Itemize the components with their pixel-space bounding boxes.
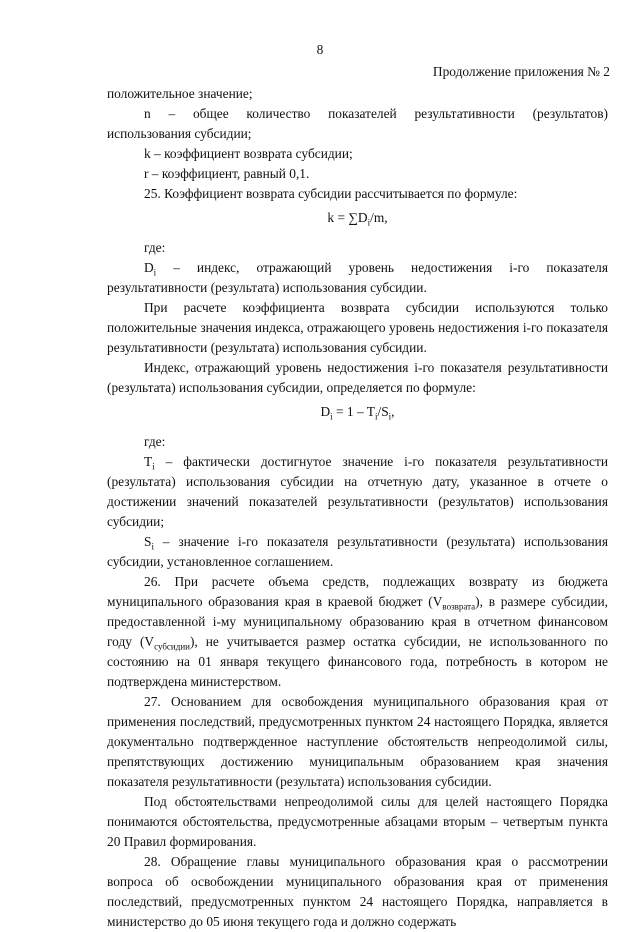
paragraph-26	[107, 572, 608, 692]
formula-k	[107, 208, 608, 228]
paragraph: n – общее количество показателей результативности (результатов) использования субсидии;	[107, 106, 608, 141]
formula-d	[107, 402, 608, 422]
paragraph: где:	[144, 434, 166, 449]
formula-d-mid: = 1 – T	[332, 404, 375, 419]
formula-d-sub2: i	[374, 411, 378, 422]
p26-b: ), в размере субсидии, предоставленной i-му муниципальному образованию края в отчетном финансовом году (V	[107, 594, 609, 649]
paragraph: 28. Обращение главы муниципального образования края о рассмотрении вопроса об освобождении муниципального образования края от применения последствий, предусмотренных пунктом 24 настоящего Порядка, направляется в министерство до 05 июня текущего года и должно содержать	[107, 854, 608, 929]
paragraph-di	[107, 258, 608, 298]
formula-k-sub: i	[367, 217, 371, 228]
formula-k-rhs: /m,	[370, 210, 388, 225]
paragraph: k – коэффициент возврата субсидии;	[144, 146, 353, 161]
page-number: 8	[316, 42, 324, 57]
p26-sub2: субсидии	[154, 641, 190, 652]
paragraph-ti-text: – фактически достигнутое значение i-го показателя результативности (результата) использования субсидии на отчетную дату, указанное в отчете о достижении значений показателей результативности (результатов) использования субсидии;	[107, 454, 608, 529]
paragraph: При расчете коэффициента возврата субсидии используются только положительные значения индекса, отражающего уровень недостижения i-го показателя результативности (результата) использования субсидии.	[107, 300, 608, 355]
symbol-s: S	[144, 534, 152, 549]
formula-d-mid2: /S	[377, 404, 389, 419]
symbol-sub: i	[153, 267, 157, 278]
formula-d-sub3: i	[388, 411, 392, 422]
paragraph: 25. Коэффициент возврата субсидии рассчитывается по формуле:	[144, 186, 518, 201]
paragraph: Под обстоятельствами непреодолимой силы для целей настоящего Порядка понимаются обстоятельства, предусмотренные абзацами вторым – четвертым пункта 20 Правил формирования.	[107, 794, 608, 849]
formula-d-end: ,	[391, 404, 395, 419]
p26-sub1: возврата	[442, 601, 476, 612]
p26-a: 26. При расчете объема средств, подлежащих возврату из бюджета муниципального образования края в краевой бюджет (V	[107, 574, 608, 609]
body-text	[107, 84, 608, 932]
running-header: Продолжение приложения № 2	[432, 64, 610, 79]
formula-k-lhs: k = ∑D	[327, 210, 368, 225]
symbol-d: D	[144, 260, 154, 275]
p26-c: ), не учитывается размер остатка субсидии, не использованного по состоянию на 01 января текущего финансового года, потребность в котором не подтверждена министерством.	[107, 634, 608, 689]
paragraph-si-text: – значение i-го показателя результативности (результата) использования субсидии, установленное соглашением.	[107, 534, 608, 569]
paragraph: r – коэффициент, равный 0,1.	[144, 166, 310, 181]
paragraph: где:	[144, 240, 166, 255]
paragraph: 27. Основанием для освобождения муниципального образования края от применения последствий, предусмотренных пунктом 24 настоящего Порядка, является документально подтвержденное наступление обстоятельств непреодолимой силы, препятствующих достижению муниципальным образованием края значения показателя результативности (результата) использования субсидии.	[107, 694, 608, 789]
paragraph-ti	[107, 452, 608, 532]
symbol-t: T	[144, 454, 153, 469]
paragraph-si	[107, 532, 608, 572]
symbol-sub: i	[152, 461, 155, 472]
paragraph: Индекс, отражающий уровень недостижения i-го показателя результативности (результата) использования субсидии, определяется по формуле:	[107, 360, 608, 395]
formula-d-lhs: D	[320, 404, 331, 419]
formula-d-sub1: i	[330, 411, 333, 422]
paragraph: положительное значение;	[107, 86, 253, 101]
paragraph-di-text: – индекс, отражающий уровень недостижения i-го показателя результативности (результата) использования субсидии.	[107, 260, 608, 295]
symbol-sub: i	[151, 541, 154, 552]
